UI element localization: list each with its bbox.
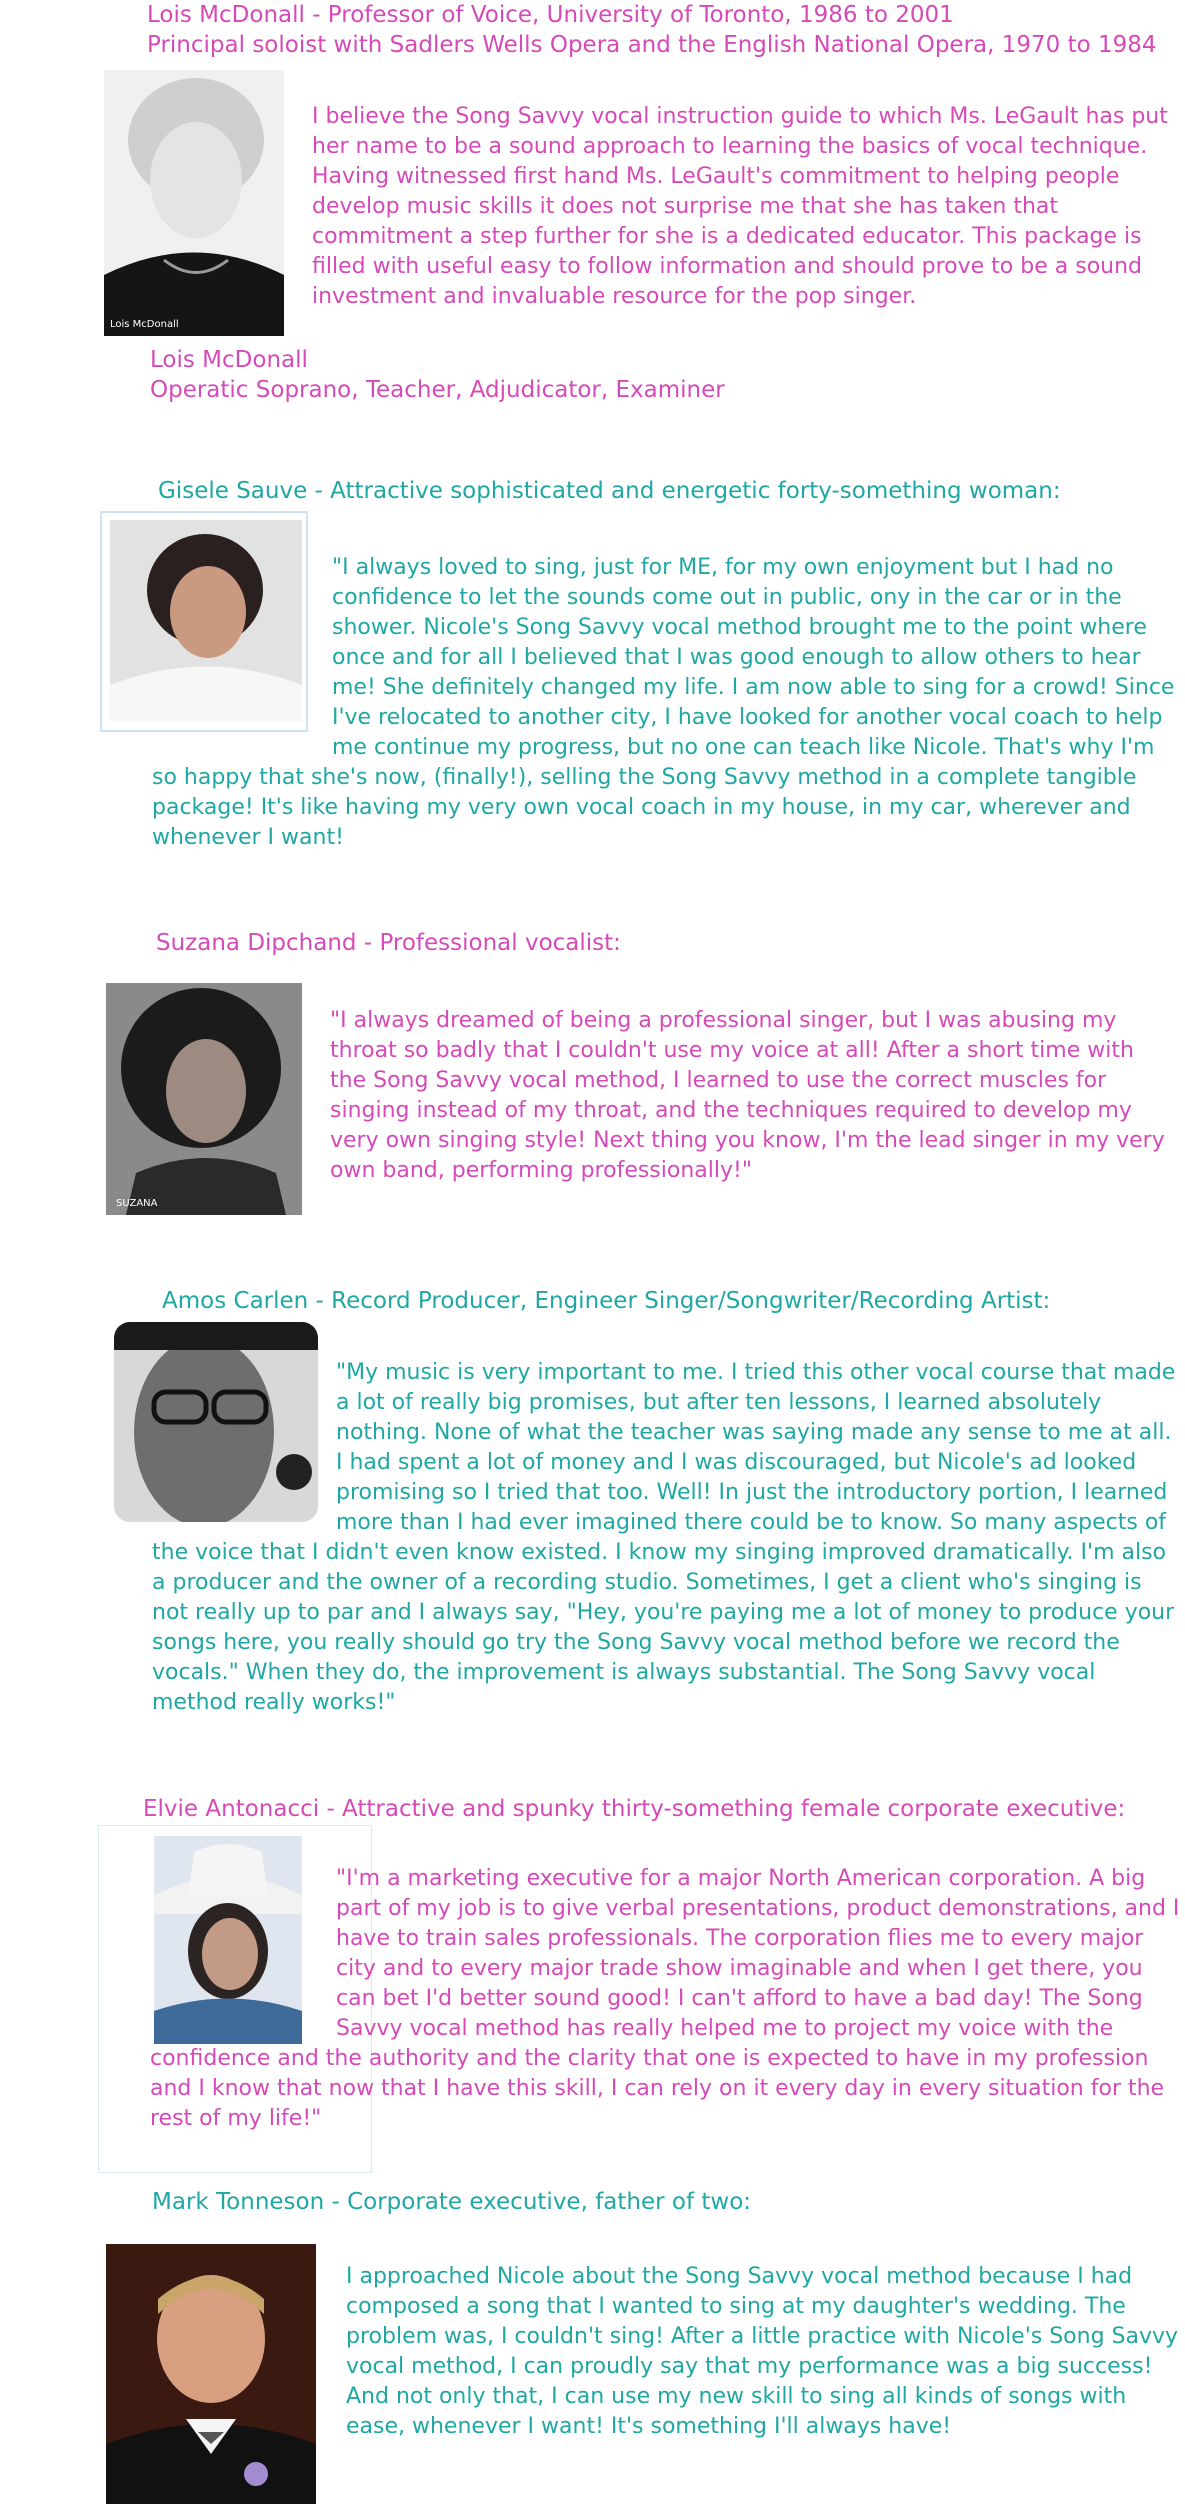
photo-caption: Lois McDonall — [110, 319, 179, 330]
testimonial-heading: Gisele Sauve - Attractive sophisticated and energetic forty-something woman: — [158, 478, 1061, 504]
testimonial-body: "I always dreamed of being a professional singer, but I was abusing my throat so badly that I couldn't use my voice at all! After a short time with the Song Savvy vocal method, I learned to use the correct muscles for singing instead of my throat, and the techniques required to develop my very own singing style! Next thing you know, I'm the lead singer in my very own band, performing professionally!" — [330, 1008, 1165, 1183]
mark-tonneson-photo — [106, 2244, 316, 2504]
testimonial-heading: Lois McDonall - Professor of Voice, University of Toronto, 1986 to 2001 — [147, 2, 954, 28]
testimonial-heading: Amos Carlen - Record Producer, Engineer Singer/Songwriter/Recording Artist: — [162, 1288, 1051, 1314]
photo-caption: SUZANA — [116, 1198, 158, 1209]
lois-mcdonall-photo — [104, 70, 284, 336]
signature-title: Operatic Soprano, Teacher, Adjudicator, Examiner — [150, 377, 725, 403]
testimonial-heading: Elvie Antonacci - Attractive and spunky thirty-something female corporate executive: — [143, 1796, 1126, 1822]
testimonial-body: "I'm a marketing executive for a major North American corporation. A big part of my job is to give verbal presentations, product demonstrations, and I have to train sales professionals. The corporation flies me to every major city and to every major trade show imaginable and when I get there, you can bet I'd better sound good! I can't afford to have a bad day! The Song Savvy vocal method has really helped me to project my voice with the confidence and the authority and the clarity that one is expected to have in my profession and I know that now that I have this skill, I can rely on it every day in every situation for the rest of my life!" — [150, 1866, 1180, 2131]
testimonial-body: I approached Nicole about the Song Savvy vocal method because I had composed a song that I wanted to sing at my daughter's wedding. The problem was, I couldn't sing! After a little practice with Nicole's Song Savvy vocal method, I can proudly say that my performance was a big success! And not only that, I can use my new skill to sing all kinds of songs with ease, whenever I want! It's something I'll always have! — [346, 2264, 1179, 2439]
testimonial-heading: Mark Tonneson - Corporate executive, father of two: — [152, 2189, 752, 2215]
signature-name: Lois McDonall — [150, 347, 308, 373]
testimonial-subheading: Principal soloist with Sadlers Wells Opera and the English National Opera, 1970 to 1984 — [147, 32, 1157, 58]
suzana-dipchand-photo — [106, 983, 302, 1215]
testimonial-body: "My music is very important to me. I tried this other vocal course that made a lot of really big promises, but after ten lessons, I learned absolutely nothing. None of what the teacher was saying made any sense to me at all. I had spent a lot of money and I was discouraged, but Nicole's ad looked promising so I tried that too. Well! In just the introductory portion, I learned more than I had ever imagined there could be to know. So many aspects of the voice that I didn't even know existed. I know my singing improved dramatically. I'm also a producer and the owner of a recording studio. Sometimes, I get a client who's singing is not really up to par and I always say, "Hey, you're paying me a lot of money to produce your songs here, you really should go try the Song Savvy vocal method before we record the vocals." When they do, the improvement is always substantial. The Song Savvy vocal method really works!" — [152, 1360, 1176, 1715]
testimonial-body: I believe the Song Savvy vocal instruction guide to which Ms. LeGault has put her name to be a sound approach to learning the basics of vocal technique. Having witnessed first hand Ms. LeGault's commitment to helping people develop music skills it does not surprise me that she has taken that commitment a step further for she is a dedicated educator. This package is filled with useful easy to follow information and should prove to be a sound investment and invaluable resource for the pop singer. — [312, 104, 1168, 309]
testimonial-heading: Suzana Dipchand - Professional vocalist: — [156, 930, 621, 956]
testimonial-body: "I always loved to sing, just for ME, for my own enjoyment but I had no confidence to let the sounds come out in public, ony in the car or in the shower. Nicole's Song Savvy vocal method brought me to the point where once and for all I believed that I was good enough to allow others to hear me! She definitely changed my life. I am now able to sing for a crowd! Since I've relocated to another city, I have looked for another vocal coach to help me continue my progress, but no one can teach like Nicole. That's why I'm so happy that she's now, (finally!), selling the Song Savvy method in a complete tangible package! It's like having my very own vocal coach in my house, in my car, wherever and whenever I want! — [152, 555, 1175, 850]
